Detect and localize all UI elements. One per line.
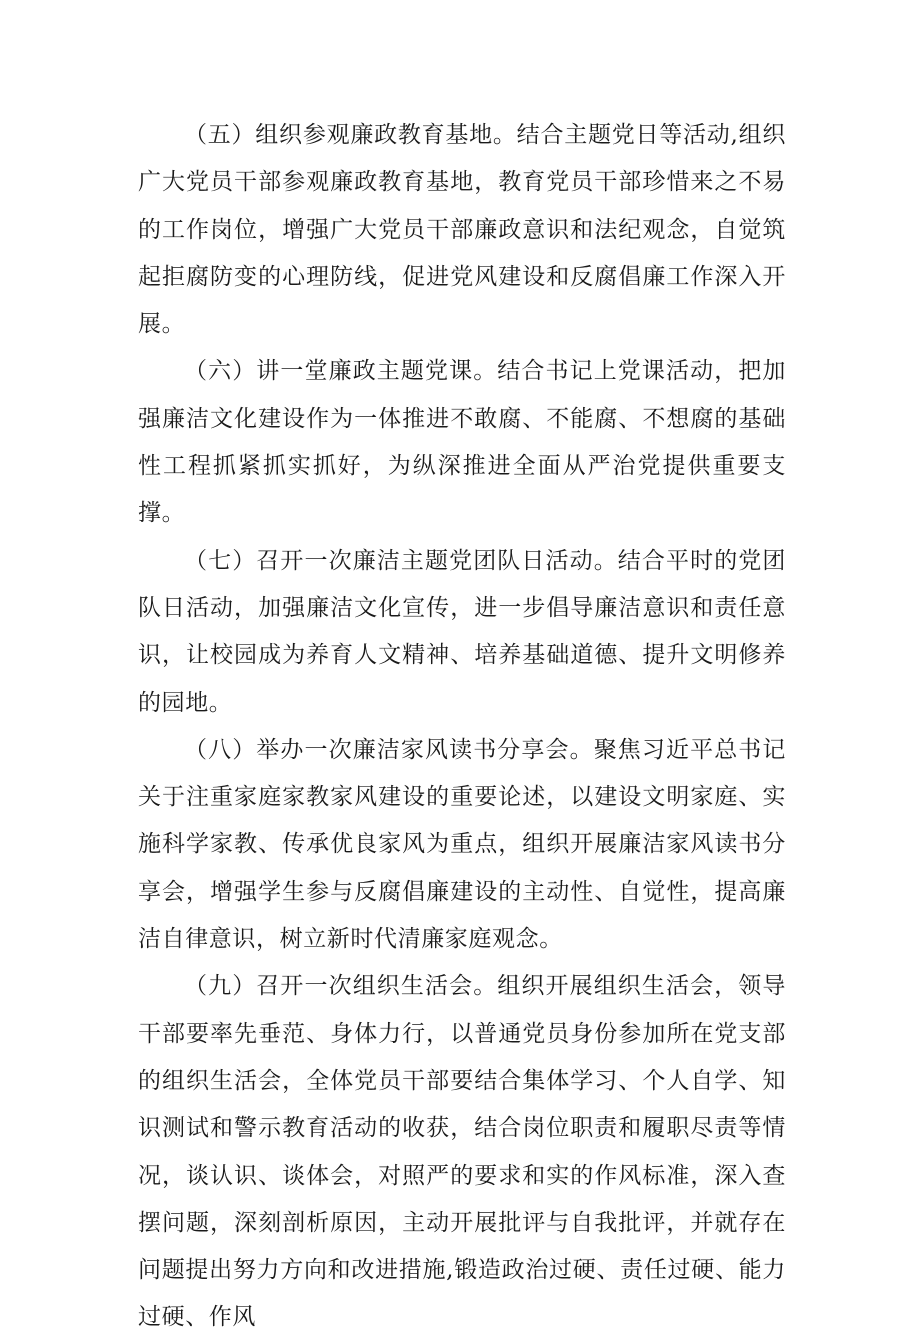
paragraph-8: （八）举办一次廉洁家风读书分享会。聚焦习近平总书记关于注重家庭家教家风建设的重要论述，以建设文明家庭、实施科学家教、传承优良家风为重点，组织开展廉洁家风读书分享会，增强学生参与反腐倡廉建设的主动性、自觉性，提高廉洁自律意识，树立新时代清廉家庭观念。 [138,736,786,953]
paragraph-9: （九）召开一次组织生活会。组织开展组织生活会，领导干部要率先垂范、身体力行，以普通党员身份参加所在党支部的组织生活会，全体党员干部要结合集体学习、个人自学、知识测试和警示教育活动的收获，结合岗位职责和履职尽责等情况，谈认识、谈体会，对照严的要求和实的作风标准，深入查摆问题，深刻剖析原因，主动开展批评与自我批评，并就存在问题提出努力方向和改进措施,锻造政治过硬、责任过硬、能力过硬、作风 [138,973,786,1331]
paragraph-6: （六）讲一堂廉政主题党课。结合书记上党课活动，把加强廉洁文化建设作为一体推进不敢腐、不能腐、不想腐的基础性工程抓紧抓实抓好，为纵深推进全面从严治党提供重要支撑。 [138,358,786,527]
document-body [138,112,786,1342]
paragraph-5: （五）组织参观廉政教育基地。结合主题党日等活动,组织广大党员干部参观廉政教育基地，教育党员干部珍惜来之不易的工作岗位，增强广大党员干部廉政意识和法纪观念，自觉筑起拒腐防变的心理防线，促进党风建设和反腐倡廉工作深入开展。 [138,122,786,338]
paragraph-7: （七）召开一次廉洁主题党团队日活动。结合平时的党团队日活动，加强廉洁文化宣传，进一步倡导廉洁意识和责任意识，让校园成为养育人文精神、培养基础道德、提升文明修养的园地。 [138,547,786,716]
